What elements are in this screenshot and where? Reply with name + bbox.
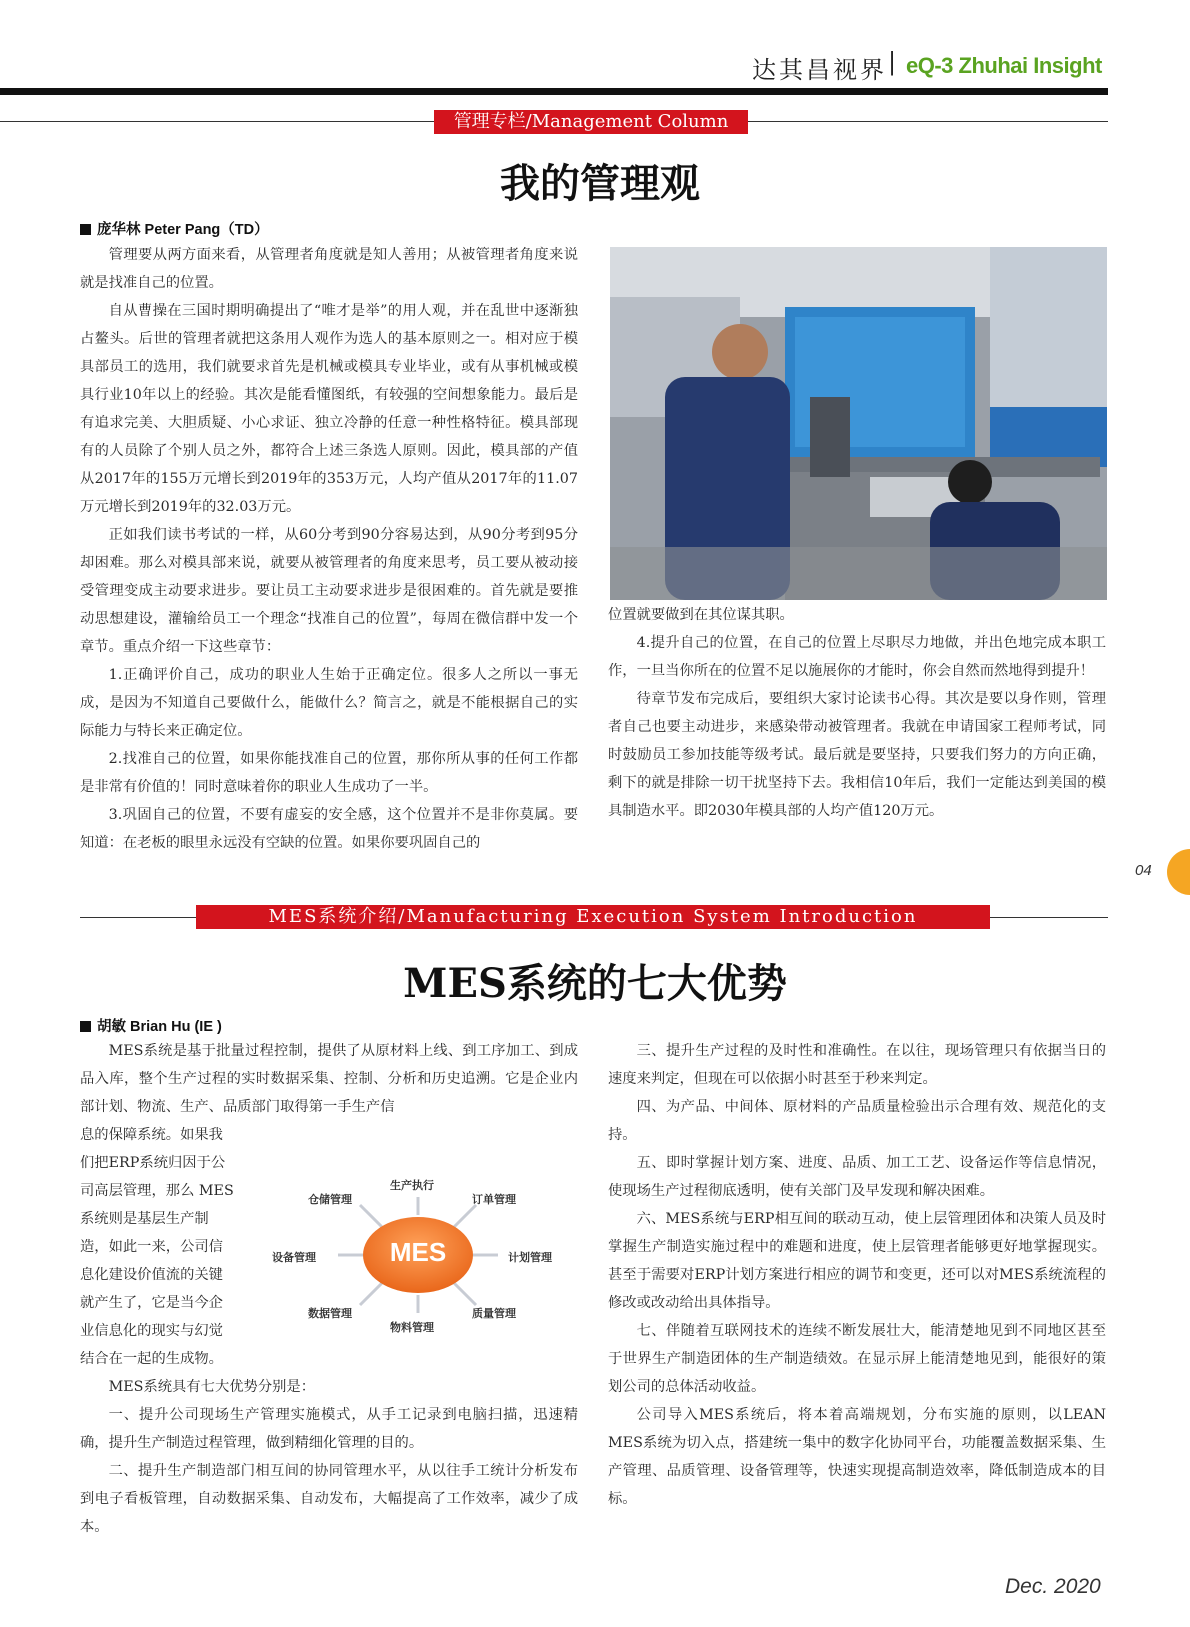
text-line: 就产生了，它是当今企 bbox=[80, 1295, 223, 1311]
issue-date: Dec. 2020 bbox=[1005, 1575, 1101, 1598]
page-number: 04 bbox=[1135, 862, 1152, 879]
diagram-node: 设备管理 bbox=[272, 1251, 316, 1264]
diagram-node: 计划管理 bbox=[508, 1251, 552, 1264]
paragraph: 七、伴随着互联网技术的连续不断发展壮大，能清楚地见到不同地区甚至于世界生产制造团体的生产制造绩效。在显示屏上能清楚地见到，能很好的策划公司的总体活动收益。 bbox=[608, 1323, 1106, 1395]
paragraph: 正如我们读书考试的一样，从60分考到90分容易达到，从90分考到95分却困难。那么对模具部来说，就要从被管理者的角度来思考，员工要从被动接受管理变成主动要求进步。要让员工主动要求进步是很困难的。首先就是要推动思想建设，灌输给员工一个理念“找准自己的位置”，每周在微信群中发一个章节。重点介绍一下这些章节： bbox=[80, 527, 578, 655]
paragraph: 待章节发布完成后，要组织大家讨论读书心得。其次是要以身作则，管理者自己也要主动进步，来感染带动被管理者。我就在申请国家工程师考试，同时鼓励员工参加技能等级考试。最后就是要坚持，只要我们努力的方向正确，剩下的就是排除一切干扰坚持下去。我相信10年后，我们一定能达到美国的模具制造水平。即2030年模具部的人均产值120万元。 bbox=[608, 691, 1106, 819]
diagram-node: 订单管理 bbox=[472, 1193, 516, 1206]
paragraph: MES系统是基于批量过程控制，提供了从原材料上线、到工序加工、到成品入库，整个生产过程的实时数据采集、控制、分析和历史追溯。它是企业内部计划、物流、生产、品质部门取得第一手生产信 bbox=[80, 1043, 578, 1115]
magazine-title-en: eQ-3 Zhuhai Insight bbox=[906, 53, 1102, 78]
diagram-node: 质量管理 bbox=[472, 1307, 516, 1320]
text-line: 系统则是基层生产制 bbox=[80, 1211, 209, 1227]
paragraph: 4.提升自己的位置，在自己的位置上尽职尽力地做，并出色地完成本职工作，一旦当你所在的位置不足以施展你的才能时，你会自然而然地得到提升！ bbox=[608, 635, 1106, 679]
workshop-photo bbox=[610, 247, 1107, 600]
section2-left-column bbox=[80, 1373, 578, 1541]
diagram-node: 物料管理 bbox=[390, 1321, 434, 1334]
section2-title: MES系统的七大优势 bbox=[403, 960, 787, 1007]
section2-author bbox=[80, 1015, 222, 1036]
bullet-square-icon bbox=[80, 224, 91, 235]
paragraph: 自从曹操在三国时期明确提出了“唯才是举”的用人观，并在乱世中逐渐独占鳌头。后世的管理者就把这条用人观作为选人的基本原则之一。相对应于模具部员工的选用，我们就要求首先是机械或模具专业毕业，或有从事机械或模具行业10年以上的经验。其次是能看懂图纸，有较强的空间想象能力。最后是有追求完美、大胆质疑、小心求证、独立冷静的任意一种性格特征。模具部现有的人员除了个别人员之外，都符合上述三条选人原则。因此，模具部的产值从2017年的155万元增长到2019年的353万元，人均产值从2017年的11.07万元增长到2019年的32.03万元。 bbox=[80, 303, 578, 515]
section2-intro-wrap bbox=[80, 1121, 250, 1373]
paragraph: 六、MES系统与ERP相互间的联动互动，使上层管理团体和决策人员及时掌握生产制造实施过程中的难题和进度，使上层管理者能够更好地掌握现实。甚至于需要对ERP计划方案进行相应的调节和变更，还可以对MES系统流程的修改或改动给出具体指导。 bbox=[608, 1211, 1106, 1311]
paragraph: MES系统具有七大优势分别是： bbox=[108, 1379, 316, 1395]
text-line: 息化建设价值流的关键 bbox=[80, 1267, 223, 1283]
section1-title: 我的管理观 bbox=[500, 160, 700, 207]
paragraph: 3.巩固自己的位置，不要有虚妄的安全感，这个位置并不是非你莫属。要知道：在老板的眼里永远没有空缺的位置。如果你要巩固自己的 bbox=[80, 807, 578, 851]
text-line: 司高层管理，那么 MES bbox=[80, 1183, 234, 1199]
section2-banner: MES系统介绍/Manufacturing Execution System Introduction bbox=[196, 905, 990, 929]
section1-left-column bbox=[80, 241, 578, 857]
header-separator: | bbox=[888, 48, 897, 76]
section1-author bbox=[80, 218, 269, 239]
section1-banner: 管理专栏/Management Column bbox=[434, 110, 748, 134]
paragraph: 一、提升公司现场生产管理实施模式，从手工记录到电脑扫描，迅速精确，提升生产制造过程管理，做到精细化管理的目的。 bbox=[80, 1407, 578, 1451]
mes-center-label: MES bbox=[389, 1237, 447, 1267]
text-line: 们把ERP系统归因于公 bbox=[80, 1155, 226, 1171]
paragraph: 公司导入MES系统后，将本着高端规划，分布实施的原则，以LEAN MES系统为切入点，搭建统一集中的数字化协同平台，功能覆盖数据采集、生产管理、品质管理、设备管理等，快速实现提高制造效率，降低制造成本的目标。 bbox=[608, 1407, 1106, 1507]
section1-right-column bbox=[608, 601, 1106, 825]
header-rule bbox=[0, 88, 1108, 95]
diagram-node: 仓储管理 bbox=[308, 1193, 352, 1206]
paragraph: 位置就要做到在其位谋其职。 bbox=[608, 607, 794, 623]
author-name: 庞华林 Peter Pang（TD） bbox=[97, 222, 269, 238]
section2-right-column bbox=[608, 1037, 1106, 1513]
magazine-title-cn: 达其昌视界 bbox=[752, 56, 887, 84]
diagram-node: 生产执行 bbox=[390, 1179, 434, 1192]
text-line: 息的保障系统。如果我 bbox=[80, 1127, 223, 1143]
author-name: 胡敏 Brian Hu (IE ) bbox=[97, 1019, 222, 1035]
paragraph: 四、为产品、中间体、原材料的产品质量检验出示合理有效、规范化的支持。 bbox=[608, 1099, 1106, 1143]
paragraph: 2.找准自己的位置，如果你能找准自己的位置，那你所从事的任何工作都是非常有价值的！同时意味着你的职业人生成功了一半。 bbox=[80, 751, 578, 795]
mes-diagram bbox=[258, 1155, 578, 1340]
section2-intro bbox=[80, 1037, 578, 1121]
text-line: 结合在一起的生成物。 bbox=[80, 1351, 223, 1367]
diagram-node: 数据管理 bbox=[308, 1307, 352, 1320]
text-line: 业信息化的现实与幻觉 bbox=[80, 1323, 223, 1339]
bullet-square-icon bbox=[80, 1021, 91, 1032]
page-edge-tab bbox=[1167, 849, 1190, 895]
paragraph: 三、提升生产过程的及时性和准确性。在以往，现场管理只有依据当日的速度来判定，但现在可以依据小时甚至于秒来判定。 bbox=[608, 1043, 1106, 1087]
paragraph: 五、即时掌握计划方案、进度、品质、加工工艺、设备运作等信息情况，使现场生产过程彻底透明，使有关部门及早发现和解决困难。 bbox=[608, 1155, 1106, 1199]
paragraph: 二、提升生产制造部门相互间的协同管理水平，从以往手工统计分析发布到电子看板管理，自动数据采集、自动发布，大幅提高了工作效率，减少了成本。 bbox=[80, 1463, 578, 1535]
text-line: 造，如此一来，公司信 bbox=[80, 1239, 223, 1255]
workshop-photo-illustration bbox=[610, 247, 1107, 600]
paragraph: 1.正确评价自己，成功的职业人生始于正确定位。很多人之所以一事无成，是因为不知道自己要做什么，能做什么？简言之，就是不能根据自己的实际能力与特长来正确定位。 bbox=[80, 667, 578, 739]
paragraph: 管理要从两方面来看，从管理者角度就是知人善用；从被管理者角度来说就是找准自己的位置。 bbox=[80, 247, 578, 291]
